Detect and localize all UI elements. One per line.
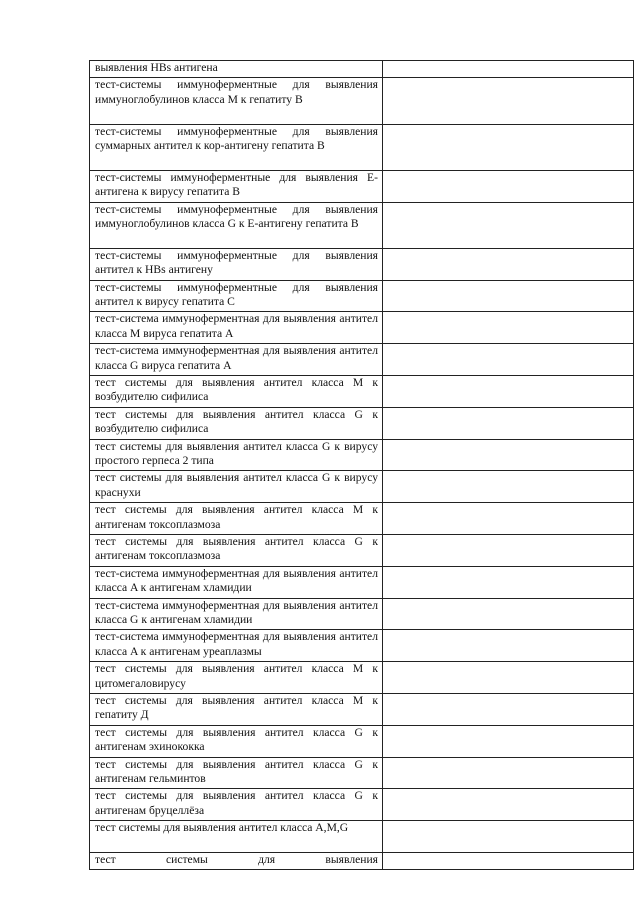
item-description: тест-система иммуноферментная для выявления антител класса A к антигенам хламидии — [95, 566, 378, 595]
table-row — [90, 375, 634, 407]
item-description-cell — [90, 124, 383, 170]
item-description: тест системы для выявления антител класса G к вирусу простого герпеса 2 типа — [95, 439, 378, 467]
empty-cell — [383, 630, 634, 662]
item-description-cell — [90, 407, 383, 439]
item-description-cell — [90, 757, 383, 789]
item-description-cell — [90, 566, 383, 598]
item-description-cell — [90, 471, 383, 503]
empty-cell — [383, 503, 634, 535]
empty-cell — [383, 757, 634, 789]
table-row — [90, 757, 634, 789]
empty-cell — [383, 471, 634, 503]
table-row — [90, 280, 634, 312]
empty-cell — [383, 439, 634, 471]
table-row — [90, 566, 634, 598]
item-description-cell — [90, 248, 383, 280]
table-row — [90, 471, 634, 503]
item-description-cell — [90, 78, 383, 124]
empty-cell — [383, 170, 634, 202]
table-row — [90, 630, 634, 662]
item-description: тест-системы иммуноферментные для выявления E-антигена к вирусу гепатита B — [95, 170, 378, 199]
empty-cell — [383, 202, 634, 248]
empty-cell — [383, 598, 634, 630]
item-description: тест системы для выявления антител класса M к гепатиту Д — [95, 693, 378, 722]
table-row — [90, 170, 634, 202]
empty-cell — [383, 407, 634, 439]
item-description: тест-системы иммуноферментные для выявления антител к HBs антигену — [95, 248, 378, 277]
item-description-cell — [90, 534, 383, 566]
item-description: тест системы для выявления антител класса G к антигенам бруцеллёза — [95, 789, 378, 817]
item-description-cell — [90, 693, 383, 725]
table-row — [90, 202, 634, 248]
item-description-cell — [90, 202, 383, 248]
empty-cell — [383, 375, 634, 407]
item-description: тест системы для выявления антител класса G к антигенам эхинококка — [95, 725, 378, 754]
item-description-cell — [90, 598, 383, 630]
item-description: тест системы для выявления антител класса G к антигенам гельминтов — [95, 757, 378, 785]
empty-cell — [383, 789, 634, 821]
item-description: тест-система иммуноферментная для выявления антител класса M вируса гепатита A — [95, 312, 378, 340]
item-description: тест-системы иммуноферментные для выявления антител к вирусу гепатита C — [95, 280, 378, 308]
table-row — [90, 789, 634, 821]
item-description: тест системы для выявления антител класса G к антигенам токсоплазмоза — [95, 534, 378, 563]
item-description-cell — [90, 170, 383, 202]
item-description-cell — [90, 312, 383, 344]
empty-cell — [383, 344, 634, 376]
table-row — [90, 407, 634, 439]
empty-cell — [383, 693, 634, 725]
item-description: тест системы для выявления антител класса G к возбудителю сифилиса — [95, 407, 378, 436]
item-description-cell — [90, 61, 383, 78]
empty-cell — [383, 725, 634, 757]
item-description-cell — [90, 439, 383, 471]
empty-cell — [383, 662, 634, 694]
empty-cell — [383, 78, 634, 124]
table-row — [90, 61, 634, 78]
table-row — [90, 725, 634, 757]
table-row — [90, 534, 634, 566]
item-description-cell — [90, 789, 383, 821]
item-description-cell — [90, 725, 383, 757]
empty-cell — [383, 534, 634, 566]
empty-cell — [383, 852, 634, 869]
empty-cell — [383, 821, 634, 853]
item-description-cell — [90, 503, 383, 535]
item-description: тест системы для выявления антител класса M к цитомегаловирусу — [95, 662, 378, 690]
item-description: тест системы для выявления антител класса G к вирусу краснухи — [95, 471, 378, 499]
item-description: тест-система иммуноферментная для выявления антител класса G к антигенам хламидии — [95, 598, 378, 626]
table-body — [90, 61, 634, 870]
empty-cell — [383, 566, 634, 598]
item-description: тест-системы иммуноферментные для выявления суммарных антител к кор-антигену гепатита B — [95, 124, 378, 152]
empty-cell — [383, 124, 634, 170]
table-row — [90, 693, 634, 725]
item-description: тест системы для выявления антител класса M к возбудителю сифилиса — [95, 375, 378, 404]
table-row — [90, 821, 634, 853]
item-description: тест системы для выявления антител класса M к антигенам токсоплазмоза — [95, 503, 378, 531]
table-row — [90, 312, 634, 344]
empty-cell — [383, 280, 634, 312]
item-description-cell — [90, 662, 383, 694]
table-row — [90, 503, 634, 535]
item-description: выявления HBs антигена — [95, 61, 218, 74]
table-row — [90, 598, 634, 630]
table-row — [90, 439, 634, 471]
table-row — [90, 662, 634, 694]
item-description: тест-система иммуноферментная для выявления антител класса G вируса гепатита A — [95, 344, 378, 372]
item-description: тест-система иммуноферментная для выявления антител класса A к антигенам уреаплазмы — [95, 630, 378, 658]
table-row — [90, 124, 634, 170]
item-description: тест системы для выявления — [95, 852, 378, 866]
table-row — [90, 248, 634, 280]
item-description: тест-системы иммуноферментные для выявления иммуноглобулинов класса G к E-антигену гепатита B — [95, 202, 378, 230]
table-row — [90, 344, 634, 376]
item-description-cell — [90, 630, 383, 662]
reagents-table — [89, 60, 634, 870]
item-description: тест системы для выявления антител класса A,M,G — [95, 821, 349, 835]
empty-cell — [383, 312, 634, 344]
table-row — [90, 852, 634, 869]
item-description-cell — [90, 375, 383, 407]
empty-cell — [383, 248, 634, 280]
item-description-cell — [90, 852, 383, 869]
item-description-cell — [90, 344, 383, 376]
empty-cell — [383, 61, 634, 78]
item-description: тест-системы иммуноферментные для выявления иммуноглобулинов класса M к гепатиту B — [95, 78, 378, 106]
item-description-cell — [90, 280, 383, 312]
item-description-cell — [90, 821, 383, 853]
table-row — [90, 78, 634, 124]
